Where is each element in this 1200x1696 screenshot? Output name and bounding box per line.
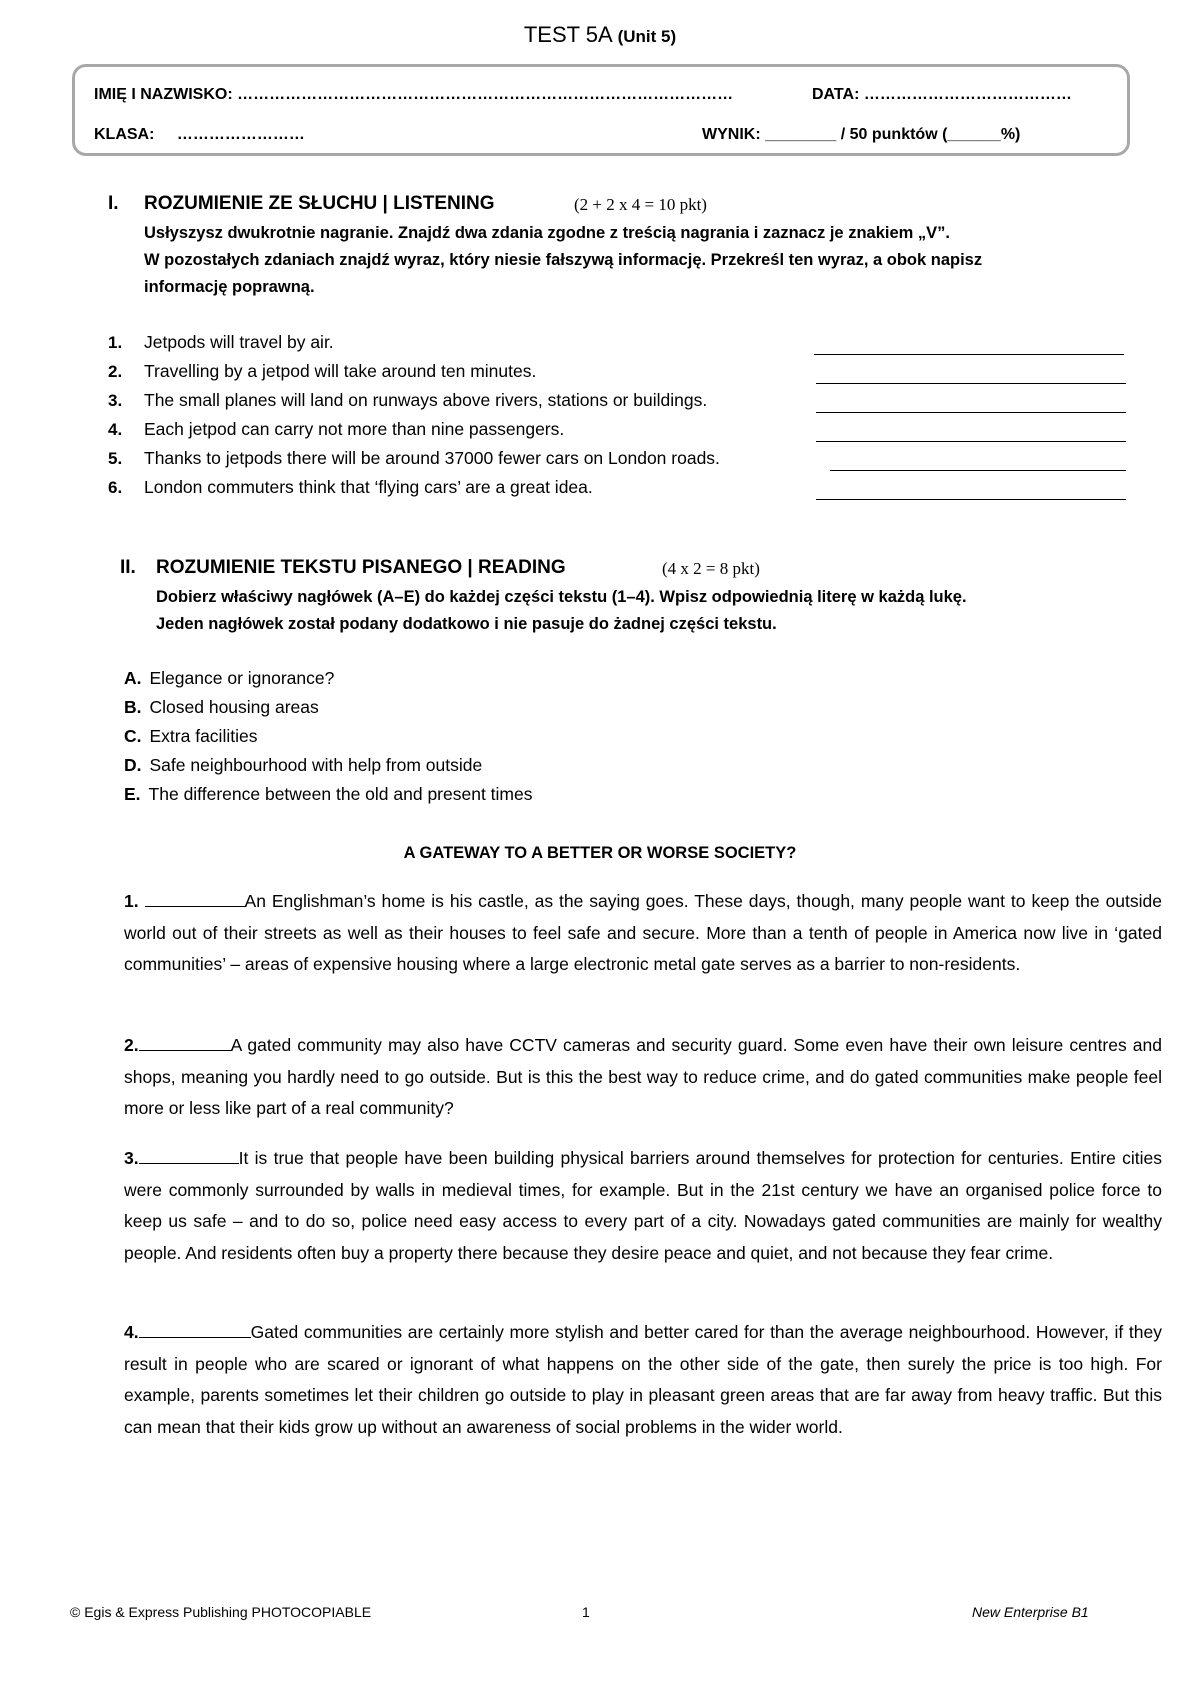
date-field[interactable] — [812, 86, 1072, 104]
question-text: Thanks to jetpods there will be around 37000 fewer cars on London roads. — [144, 448, 720, 468]
question-text: Travelling by a jetpod will take around ten minutes. — [144, 361, 537, 381]
answer-line[interactable] — [816, 499, 1126, 500]
question-text: The small planes will land on runways above rivers, stations or buildings. — [144, 390, 708, 410]
heading-option — [124, 668, 334, 689]
question-number: 3. — [108, 391, 123, 410]
date-label: DATA: — [812, 86, 860, 103]
answer-line[interactable] — [816, 441, 1126, 442]
section-1-number: I. — [108, 193, 119, 214]
date-dots: ………………………………… — [863, 86, 1072, 103]
option-text: Elegance or ignorance? — [149, 668, 335, 688]
option-letter: A. — [124, 668, 142, 688]
class-dots: …………………… — [176, 126, 305, 143]
answer-blank[interactable] — [139, 1319, 251, 1338]
answer-line[interactable] — [814, 354, 1124, 355]
answer-line[interactable] — [816, 412, 1126, 413]
option-text: Extra facilities — [149, 726, 258, 746]
instruction-line: informację poprawną. — [144, 278, 315, 296]
paragraph-text: It is true that people have been building physical barriers around themselves for protection for centuries. Entire cities were commonly surrounded by walls in medieval times, for example. But in the 21st century we have an organised police force to keep us safe – and to do so, police need easy access to every part of a city. Nowadays gated communities are mainly for wealthy people. And residents often buy a property there because they desire peace and quiet, and not because they fear crime. — [124, 1148, 1162, 1263]
instruction-line: Dobierz właściwy nagłówek (A–E) do każdej części tekstu (1–4). Wpisz odpowiednią literę w każdą lukę. — [156, 588, 967, 606]
reading-paragraph — [124, 1317, 1162, 1443]
option-letter: E. — [124, 784, 141, 804]
heading-option — [124, 726, 257, 747]
question-number: 2. — [108, 362, 123, 381]
option-text: Closed housing areas — [149, 697, 319, 717]
section-1-points: (2 + 2 x 4 = 10 pkt) — [574, 195, 707, 214]
question-text: London commuters think that ‘flying cars’ are a great idea. — [144, 477, 593, 497]
reading-text-title: A GATEWAY TO A BETTER OR WORSE SOCIETY? — [403, 844, 797, 862]
name-field[interactable] — [94, 86, 733, 104]
unit-label: (Unit 5) — [617, 27, 677, 46]
footer-copyright: © Egis & Express Publishing PHOTOCOPIABLE — [70, 1604, 372, 1620]
answer-line[interactable] — [816, 383, 1126, 384]
reading-paragraph — [124, 1030, 1162, 1125]
question-number: 4. — [108, 420, 123, 439]
question-text: Jetpods will travel by air. — [144, 332, 334, 352]
paragraph-text: An Englishman’s home is his castle, as the saying goes. These days, though, many people want to keep the outside world out of their streets as well as their houses to feel safe and secure. More than a tenth of people in America now live in ‘gated communities’ – areas of expensive housing where a large electronic metal gate serves as a barrier to non-residents. — [124, 891, 1162, 974]
score-blank: ________ — [765, 126, 837, 143]
option-letter: D. — [124, 755, 142, 775]
paragraph-number: 3. — [124, 1148, 139, 1168]
section-1-instruction — [144, 220, 1154, 301]
paragraph-text: Gated communities are certainly more stylish and better cared for than the average neighbourhood. However, if they result in people who are scared or ignorant of what happens on the other side of the gate, then surely the price is too high. For example, parents sometimes let their children go outside to play in pleasant green areas that are far away from heavy traffic. But this can mean that their kids grow up without an awareness of social problems in the wider world. — [124, 1322, 1162, 1437]
section-2-instruction — [156, 584, 1156, 638]
answer-line[interactable] — [830, 470, 1126, 471]
option-text: Safe neighbourhood with help from outside — [149, 755, 483, 775]
heading-option — [124, 697, 319, 718]
section-2-title: ROZUMIENIE TEKSTU PISANEGO | READING — [156, 557, 566, 578]
option-text: The difference between the old and present times — [148, 784, 533, 804]
name-dots: ………………………………………………………………………………… — [237, 86, 734, 103]
answer-blank[interactable] — [139, 1145, 239, 1164]
score-label: WYNIK: — [702, 126, 761, 143]
instruction-line: Jeden nagłówek został podany dodatkowo i nie pasuje do żadnej części tekstu. — [156, 615, 777, 633]
question-text: Each jetpod can carry not more than nine passengers. — [144, 419, 565, 439]
class-label: KLASA: — [94, 126, 155, 143]
instruction-line: W pozostałych zdaniach znajdź wyraz, który niesie fałszywą informację. Przekreśl ten wyraz, a obok napisz — [144, 251, 983, 269]
question-number: 1. — [108, 333, 123, 352]
percent-close: %) — [1000, 126, 1021, 143]
paragraph-number: 4. — [124, 1322, 139, 1342]
answer-blank[interactable] — [145, 888, 245, 907]
paragraph-number: 1. — [124, 891, 139, 911]
name-label: IMIĘ I NAZWISKO: — [94, 86, 233, 103]
footer-book-title: New Enterprise B1 — [972, 1604, 1089, 1620]
footer-page-number: 1 — [582, 1604, 590, 1620]
instruction-line: Usłyszysz dwukrotnie nagranie. Znajdź dwa zdania zgodne z treścią nagrania i zaznacz je znakiem „V”. — [144, 224, 950, 242]
section-1-title: ROZUMIENIE ZE SŁUCHU | LISTENING — [144, 193, 495, 214]
class-field[interactable] — [94, 126, 305, 144]
reading-paragraph — [124, 1143, 1162, 1269]
question-number: 6. — [108, 478, 123, 497]
percent-blank: ______ — [947, 126, 1001, 143]
option-letter: B. — [124, 697, 142, 717]
test-title: TEST 5A — [523, 22, 612, 47]
answer-blank[interactable] — [139, 1032, 231, 1051]
heading-option — [124, 755, 482, 776]
page-title — [0, 22, 1200, 48]
option-letter: C. — [124, 726, 142, 746]
paragraph-text: A gated community may also have CCTV cameras and security guard. Some even have their own leisure centres and shops, meaning you hardly need to go outside. But is this the best way to reduce crime, and do gated communities make people feel more or less like part of a real community? — [124, 1035, 1162, 1118]
reading-paragraph — [124, 886, 1162, 981]
section-2-points: (4 x 2 = 8 pkt) — [662, 559, 760, 578]
paragraph-number: 2. — [124, 1035, 139, 1055]
score-total: / 50 punktów ( — [840, 126, 948, 143]
section-2-number: II. — [120, 557, 136, 578]
question-number: 5. — [108, 449, 123, 468]
heading-option — [124, 784, 533, 805]
score-field[interactable] — [702, 126, 1020, 144]
